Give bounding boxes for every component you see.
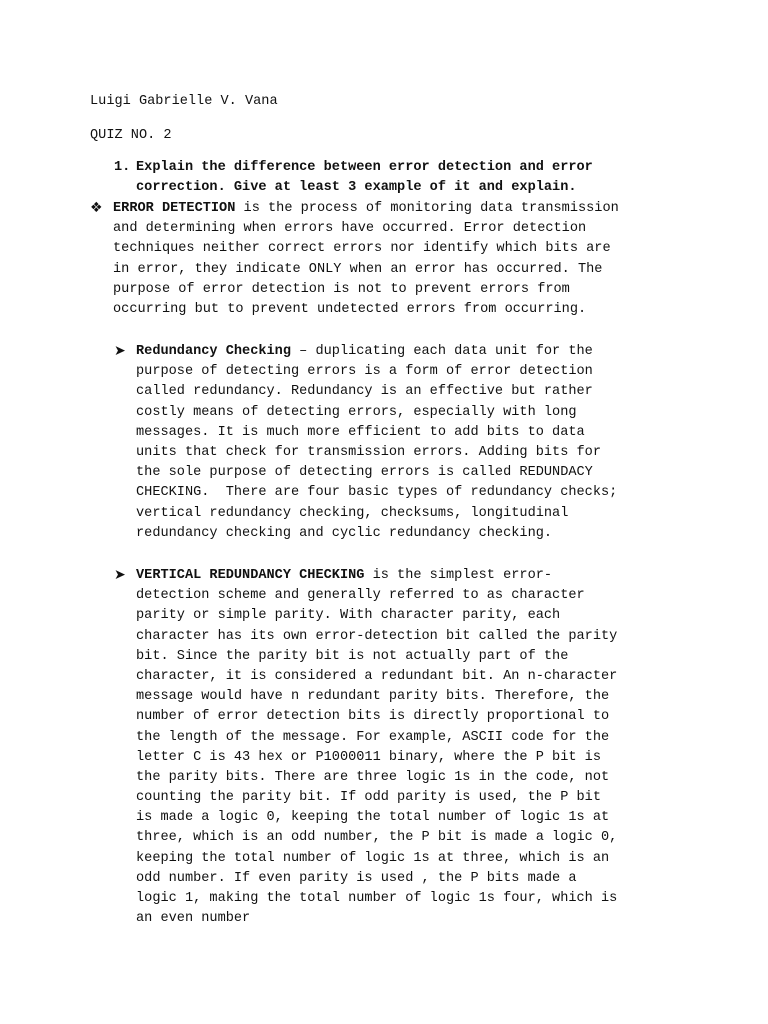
diamond-bullet-icon: ❖: [90, 200, 103, 216]
question-text: [136, 158, 593, 198]
question-number: 1.: [114, 160, 131, 175]
vertical-redundancy-term: VERTICAL REDUNDANCY CHECKING: [136, 568, 365, 583]
vertical-redundancy-paragraph: VERTICAL REDUNDANCY CHECKING is the simplest error- detection scheme and generally referred to as character parity or simple parity. With character parity, each character has its own error-detection bit called the parity bit. Since the parity bit is not actually part of the character, it is considered a redundant bit. An n-character message would have n redundant parity bits. Therefore, the number of error detection bits is directly proportional to the length of the message. For example, ASCII code for the letter C is 43 hex or P1000011 binary, where the P bit is the parity bits. There are three logic 1s in the code, not counting the parity bit. If odd parity is used, the P bit is made a logic 0, keeping the total number of logic 1s at three, which is an odd number, the P bit is made a logic 0, keeping the total number of logic 1s at three, which is an odd number. If even parity is used , the P bits made a logic 1, making the total number of logic 1s four, which is an even number: [136, 568, 618, 927]
question-line: correction. Give at least 3 example of it and explain.: [136, 180, 577, 196]
error-detection-term: ERROR DETECTION: [113, 201, 236, 216]
redundancy-checking-paragraph: Redundancy Checking – duplicating each data unit for the purpose of detecting errors is a form of error detection called redundancy. Redundancy is an effective but rather costly means of detecting errors, especially with long messages. It is much more efficient to add bits to data units that check for transmission errors. Adding bits for the sole purpose of detecting errors is called REDUNDACY CHECKING. There are four basic types of redundancy checks; vertical redundancy checking, checksums, longitudinal redundancy checking and cyclic redundancy checking.: [136, 344, 618, 541]
arrow-bullet-icon: ➤: [114, 567, 126, 583]
quiz-title: QUIZ NO. 2: [90, 128, 172, 143]
question-line: Explain the difference between error detection and error: [136, 160, 593, 175]
arrow-bullet-icon: ➤: [114, 343, 126, 359]
error-detection-paragraph: ERROR DETECTION is the process of monitoring data transmission and determining when errors have occurred. Error detection techniques neither correct errors nor identify which bits are in error, they indicate ONLY when an error has occurred. The purpose of error detection is not to prevent errors from occurring but to prevent undetected errors from occurring.: [113, 201, 619, 317]
author-name: Luigi Gabrielle V. Vana: [90, 94, 278, 109]
redundancy-checking-term: Redundancy Checking: [136, 344, 291, 359]
